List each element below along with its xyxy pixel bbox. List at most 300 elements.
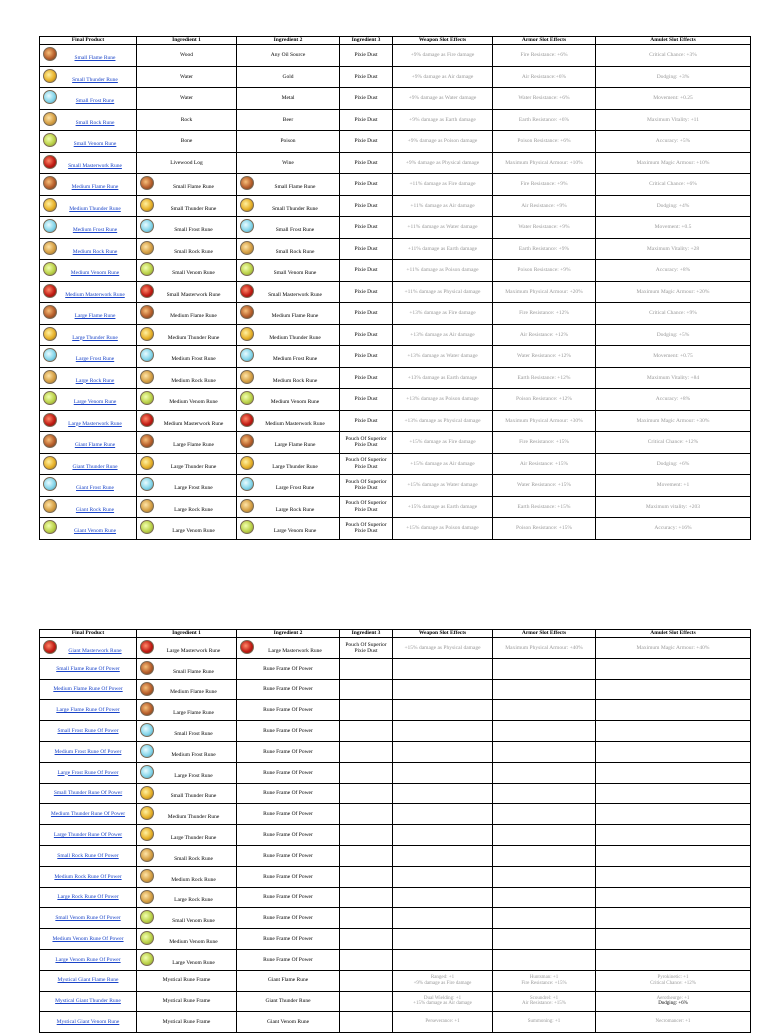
ingredient-3-cell-text: Pixie Dust <box>354 159 378 166</box>
armor-effect-cell-text: Poison Resistance: +12% <box>516 396 572 403</box>
ingredient-1-cell <box>137 518 237 540</box>
ingredient-1-cell <box>137 389 237 411</box>
armor-effect-cell-text: Earth Resistance: +9% <box>518 245 570 252</box>
final-product-cell-text[interactable]: Mystical Giant Thunder Rune <box>55 998 121 1005</box>
final-product-cell-text[interactable]: Large Flame Rune Of Power <box>56 707 120 714</box>
weapon-effect-cell <box>393 721 493 742</box>
ingredient-1-cell-text: Water <box>180 95 193 102</box>
ingredient-1-cell <box>137 887 237 908</box>
armor-effect-cell-line: Fire Resistance: +15% <box>521 980 567 986</box>
ingredient-1-cell-text: Large Rock Rune <box>174 506 213 513</box>
final-product-cell-text[interactable]: Large Venom Rune Of Power <box>55 956 121 963</box>
final-product-cell-text[interactable]: Medium Rock Rune <box>72 248 118 255</box>
rock-rune-icon <box>43 370 57 384</box>
ingredient-1-cell-text: Large Thunder Rune <box>170 834 217 841</box>
table-row <box>40 303 751 325</box>
ingredient-1-cell <box>137 453 237 475</box>
flame-rune-icon <box>240 434 254 448</box>
ingredient-3-cell <box>340 238 393 260</box>
ingredient-2-cell-text: Rune Frame Of Power <box>263 852 313 859</box>
amulet-effect-cell <box>596 281 751 303</box>
ingredient-2-cell-text: Medium Thunder Rune <box>269 334 321 341</box>
weapon-effect-cell-text: +11% damage as Earth damage <box>407 245 478 252</box>
armor-effect-cell <box>493 991 596 1012</box>
ingredient-1-cell-text: Small Thunder Rune <box>170 793 217 800</box>
flame-rune-icon <box>140 305 154 319</box>
master-rune-icon <box>240 640 254 654</box>
final-product-cell-text[interactable]: Large Frost Rune Of Power <box>57 769 119 776</box>
amulet-effect-cell-text: Maximum Magic Armour: +30% <box>636 417 710 424</box>
ingredient-1-cell <box>137 970 237 991</box>
venom-rune-icon <box>140 910 154 924</box>
final-product-cell-text[interactable]: Medium Frost Rune Of Power <box>54 748 122 755</box>
armor-effect-cell-text: Poison Resistance: +6% <box>517 138 571 145</box>
final-product-cell <box>40 152 137 174</box>
final-product-cell-text[interactable]: Small Thunder Rune Of Power <box>53 790 123 797</box>
amulet-effect-cell-text: Critical Chance: +12% <box>647 439 699 446</box>
amulet-effect-cell <box>596 638 751 659</box>
ingredient-3-cell <box>340 195 393 217</box>
thunder-rune-icon <box>140 327 154 341</box>
armor-effect-cell-text: Earth Resistance: +12% <box>517 374 571 381</box>
ingredient-3-cell <box>340 679 393 700</box>
amulet-effect-cell <box>596 195 751 217</box>
final-product-cell-text[interactable]: Medium Venom Rune Of Power <box>52 935 124 942</box>
column-header: Weapon Slot Effects <box>393 37 493 45</box>
ingredient-3-cell <box>340 45 393 67</box>
final-product-cell-text[interactable]: Small Rock Rune <box>75 119 115 126</box>
armor-effect-cell-text: Fire Resistance: +6% <box>520 52 568 59</box>
armor-effect-cell <box>493 45 596 67</box>
column-header: Ingredient 3 <box>340 37 393 45</box>
amulet-effect-cell-text: Movement: +0.75 <box>653 353 693 360</box>
amulet-effect-cell <box>596 949 751 970</box>
table-row <box>40 217 751 239</box>
final-product-cell <box>40 1012 137 1033</box>
ingredient-1-cell <box>137 45 237 67</box>
venom-rune-icon <box>43 391 57 405</box>
amulet-effect-cell <box>596 367 751 389</box>
ingredient-3-cell <box>340 783 393 804</box>
ingredient-1-cell-text: Medium Thunder Rune <box>167 334 220 341</box>
rock-rune-icon <box>140 499 154 513</box>
weapon-effect-cell-text: +13% damage as Poison damage <box>406 396 479 403</box>
final-product-cell-text[interactable]: Giant Thunder Rune <box>72 463 118 470</box>
column-header: Armor Slot Effects <box>493 37 596 45</box>
final-product-cell-text[interactable]: Large Thunder Rune <box>72 334 118 341</box>
ingredient-2-cell-text: Small Masterwork Rune <box>268 291 322 298</box>
final-product-cell-text[interactable]: Medium Masterwork Rune <box>65 291 125 298</box>
final-product-cell-text[interactable]: Small Flame Rune Of Power <box>56 665 120 672</box>
ingredient-2-cell <box>237 238 340 260</box>
table-row <box>40 741 751 762</box>
ingredient-2-cell <box>237 152 340 174</box>
frost-rune-icon <box>140 219 154 233</box>
amulet-effect-cell <box>596 260 751 282</box>
final-product-cell-text[interactable]: Small Frost Rune Of Power <box>57 727 119 734</box>
ingredient-2-cell <box>237 887 340 908</box>
ingredient-2-cell-text: Gold <box>282 73 294 80</box>
amulet-effect-cell-text: Maximum Vitality: +84 <box>646 374 700 381</box>
table-row <box>40 66 751 88</box>
amulet-effect-cell <box>596 991 751 1012</box>
final-product-cell <box>40 783 137 804</box>
ingredient-1-cell-text: Large Rock Rune <box>174 897 213 904</box>
ingredient-2-cell <box>237 804 340 825</box>
final-product-cell-text[interactable]: Small Rock Rune Of Power <box>57 852 119 859</box>
final-product-cell <box>40 804 137 825</box>
table-row <box>40 991 751 1012</box>
table-row <box>40 804 751 825</box>
ingredient-2-cell <box>237 260 340 282</box>
amulet-effect-cell-text: Movement: +1 <box>656 482 690 489</box>
weapon-effect-cell <box>393 700 493 721</box>
ingredient-1-cell-text: Medium Venom Rune <box>169 938 218 945</box>
ingredient-3-cell <box>340 1012 393 1033</box>
weapon-effect-cell-text: +9% damage as Fire damage <box>410 52 475 59</box>
weapon-effect-cell <box>393 238 493 260</box>
ingredient-1-cell <box>137 66 237 88</box>
final-product-cell-text[interactable]: Medium Rock Rune Of Power <box>54 873 122 880</box>
frost-rune-icon <box>140 765 154 779</box>
final-product-cell-text[interactable]: Small Masterwork Rune <box>68 162 122 169</box>
final-product-cell-text[interactable]: Large Flame Rune <box>74 313 116 320</box>
thunder-rune-icon <box>140 786 154 800</box>
final-product-cell-text[interactable]: Small Thunder Rune <box>72 76 118 83</box>
weapon-effect-cell-line: Dual Wielding: +1 <box>423 995 462 1001</box>
ingredient-1-cell <box>137 804 237 825</box>
ingredient-1-cell <box>137 88 237 110</box>
rock-rune-icon <box>43 499 57 513</box>
final-product-cell <box>40 217 137 239</box>
rock-rune-icon <box>240 241 254 255</box>
weapon-effect-cell-text: +9% damage as Earth damage <box>409 116 476 123</box>
ingredient-2-cell-text: Large Frost Rune <box>275 485 315 492</box>
ingredient-2-cell-text: Rune Frame Of Power <box>263 831 313 838</box>
armor-effect-cell-text: Fire Resistance: +12% <box>519 310 569 317</box>
final-product-cell-text[interactable]: Giant Rock Rune <box>75 506 115 513</box>
amulet-effect-cell-text: Accuracy: +8% <box>655 396 691 403</box>
table-row <box>40 346 751 368</box>
final-product-cell-text[interactable]: Small Flame Rune <box>74 55 116 62</box>
armor-effect-cell <box>493 949 596 970</box>
amulet-effect-cell <box>596 131 751 153</box>
final-product-cell <box>40 174 137 196</box>
final-product-cell-text[interactable]: Giant Flame Rune <box>74 442 116 449</box>
ingredient-2-cell-text: Rune Frame Of Power <box>263 707 313 714</box>
final-product-cell-text[interactable]: Medium Flame Rune Of Power <box>53 686 123 693</box>
venom-rune-icon <box>43 262 57 276</box>
ingredient-1-cell <box>137 949 237 970</box>
armor-effect-cell-line: Summoning: +1 <box>527 1019 561 1025</box>
table-body <box>40 638 751 1033</box>
armor-effect-cell <box>493 845 596 866</box>
ingredient-2-cell <box>237 475 340 497</box>
ingredient-3-cell <box>340 970 393 991</box>
table-row <box>40 195 751 217</box>
amulet-effect-cell-text: Maximum Magic Armour: +20% <box>636 288 710 295</box>
ingredient-1-cell-text: Mystical Rune Frame <box>162 998 211 1005</box>
amulet-effect-cell-text: Maximum Vitality: +11 <box>647 116 699 123</box>
final-product-cell-text[interactable]: Medium Thunder Rune Of Power <box>50 811 126 818</box>
weapon-effect-cell <box>393 762 493 783</box>
ingredient-2-cell <box>237 845 340 866</box>
amulet-effect-cell-text: Critical Chance: +9% <box>649 310 697 317</box>
column-header: Ingredient 2 <box>237 630 340 638</box>
table-row <box>40 174 751 196</box>
amulet-effect-cell-text: Dodging: +3% <box>656 73 690 80</box>
amulet-effect-cell <box>596 721 751 742</box>
ingredient-1-cell-text: Mystical Rune Frame <box>162 977 211 984</box>
table-row <box>40 475 751 497</box>
armor-effect-cell-text: Water Resistance: +15% <box>517 482 571 489</box>
master-rune-icon <box>140 413 154 427</box>
table-row <box>40 762 751 783</box>
weapon-effect-cell-text: +9% damage as Poison damage <box>407 138 478 145</box>
weapon-effect-cell <box>393 389 493 411</box>
final-product-cell-text[interactable]: Large Rock Rune <box>75 377 115 384</box>
ingredient-2-cell-text: Rune Frame Of Power <box>263 935 313 942</box>
final-product-cell <box>40 131 137 153</box>
ingredient-3-cell <box>340 324 393 346</box>
weapon-effect-cell <box>393 88 493 110</box>
flame-rune-icon <box>140 682 154 696</box>
final-product-cell <box>40 324 137 346</box>
weapon-effect-cell <box>393 66 493 88</box>
ingredient-1-cell-text: Medium Flame Rune <box>170 689 217 696</box>
ingredient-1-cell <box>137 410 237 432</box>
ingredient-1-cell <box>137 741 237 762</box>
rock-rune-icon <box>43 112 57 126</box>
ingredient-2-cell <box>237 109 340 131</box>
final-product-cell-text[interactable]: Mystical Giant Flame Rune <box>57 977 119 984</box>
armor-effect-cell-text: Maximum Physical Armour: +20% <box>505 288 583 295</box>
weapon-effect-cell <box>393 658 493 679</box>
ingredient-2-cell-text: Any Oil Source <box>270 52 306 59</box>
table-row <box>40 238 751 260</box>
table-row <box>40 109 751 131</box>
table-row <box>40 887 751 908</box>
amulet-effect-cell-text: Movement: +0.25 <box>653 95 693 102</box>
armor-effect-cell-text: Water Resistance: +6% <box>518 95 570 102</box>
ingredient-1-cell-text: Water <box>180 73 193 80</box>
final-product-cell-text[interactable]: Small Frost Rune <box>75 98 115 105</box>
amulet-effect-cell <box>596 303 751 325</box>
weapon-effect-cell-text: +11% damage as Air damage <box>410 202 475 209</box>
frost-rune-icon <box>43 348 57 362</box>
master-rune-icon <box>140 284 154 298</box>
weapon-effect-cell <box>393 324 493 346</box>
flame-rune-icon <box>140 434 154 448</box>
ingredient-3-cell <box>340 741 393 762</box>
table-row <box>40 845 751 866</box>
column-header: Final Product <box>40 630 137 638</box>
final-product-cell-text[interactable]: Large Frost Rune <box>75 356 115 363</box>
armor-effect-cell <box>493 638 596 659</box>
table-row <box>40 721 751 742</box>
weapon-effect-cell-text: +13% damage as Fire damage <box>409 310 476 317</box>
ingredient-2-cell <box>237 367 340 389</box>
ingredient-3-cell-text: Pixie Dust <box>354 116 378 123</box>
weapon-effect-cell-text: +15% damage as Water damage <box>407 482 478 489</box>
armor-effect-cell-text: Maximum Physical Armour: +40% <box>505 644 583 651</box>
ingredient-3-cell-text: Pixie Dust <box>354 353 378 360</box>
weapon-effect-cell-line: +9% damage as Fire damage <box>413 980 472 986</box>
table-row <box>40 367 751 389</box>
armor-effect-cell-line: Scoundrel: +1 <box>529 995 559 1001</box>
ingredient-3-cell-text: Pixie Dust <box>354 267 378 274</box>
ingredient-1-cell <box>137 303 237 325</box>
venom-rune-icon <box>140 952 154 966</box>
ingredient-1-cell-text: Livewood Log <box>170 159 203 166</box>
ingredient-2-cell-text: Rune Frame Of Power <box>263 915 313 922</box>
final-product-cell <box>40 679 137 700</box>
ingredient-1-cell-text: Small Frost Rune <box>174 730 213 737</box>
thunder-rune-icon <box>240 456 254 470</box>
master-rune-icon <box>43 284 57 298</box>
final-product-cell-text[interactable]: Mystical Giant Venom Rune <box>56 1019 120 1026</box>
amulet-effect-cell <box>596 700 751 721</box>
flame-rune-icon <box>43 305 57 319</box>
ingredient-3-cell-text: Pouch Of Superior Pixie Dust <box>345 641 387 654</box>
armor-effect-cell <box>493 174 596 196</box>
amulet-effect-cell-text: Dodging: +6% <box>656 460 690 467</box>
ingredient-1-cell <box>137 679 237 700</box>
final-product-cell-text[interactable]: Giant Venom Rune <box>73 528 117 535</box>
weapon-effect-cell <box>393 195 493 217</box>
final-product-cell-text[interactable]: Medium Frost Rune <box>72 227 118 234</box>
ingredient-3-cell <box>340 762 393 783</box>
column-header: Amulet Slot Effects <box>596 37 751 45</box>
final-product-cell-text[interactable]: Small Venom Rune <box>73 141 117 148</box>
amulet-effect-cell <box>596 238 751 260</box>
weapon-effect-cell <box>393 741 493 762</box>
amulet-effect-cell <box>596 762 751 783</box>
amulet-effect-cell <box>596 825 751 846</box>
ingredient-3-cell <box>340 908 393 929</box>
amulet-effect-cell <box>596 152 751 174</box>
ingredient-2-cell <box>237 741 340 762</box>
amulet-effect-cell <box>596 518 751 540</box>
final-product-cell-text[interactable]: Giant Masterwork Rune <box>68 647 122 654</box>
weapon-effect-cell-text: +9% damage as Water damage <box>408 95 477 102</box>
ingredient-3-cell-text: Pixie Dust <box>354 288 378 295</box>
ingredient-2-cell <box>237 432 340 454</box>
rock-rune-icon <box>240 499 254 513</box>
flame-rune-icon <box>43 47 57 61</box>
venom-rune-icon <box>240 520 254 534</box>
ingredient-1-cell-text: Medium Flame Rune <box>170 313 217 320</box>
armor-effect-cell <box>493 109 596 131</box>
weapon-effect-cell <box>393 346 493 368</box>
final-product-cell-text[interactable]: Large Venom Rune <box>73 399 117 406</box>
ingredient-1-cell-text: Large Frost Rune <box>174 772 213 779</box>
venom-rune-icon <box>140 520 154 534</box>
amulet-effect-cell-line: Critical Chance: +12% <box>650 980 696 986</box>
ingredient-2-cell-text: Small Thunder Rune <box>272 205 318 212</box>
final-product-cell-text[interactable]: Small Venom Rune Of Power <box>55 915 121 922</box>
final-product-cell <box>40 238 137 260</box>
weapon-effect-cell-line: Ranged: +1 <box>430 975 455 981</box>
armor-effect-cell <box>493 131 596 153</box>
final-product-cell-text[interactable]: Medium Thunder Rune <box>69 205 121 212</box>
armor-effect-cell <box>493 66 596 88</box>
ingredient-3-cell <box>340 432 393 454</box>
armor-effect-cell-text: Fire Resistance: +15% <box>519 439 569 446</box>
amulet-effect-cell <box>596 1012 751 1033</box>
ingredient-3-cell-text: Pouch Of Superior Pixie Dust <box>345 500 387 513</box>
table-row <box>40 453 751 475</box>
ingredient-1-cell-text: Small Rock Rune <box>174 855 213 862</box>
ingredient-3-cell-text: Pixie Dust <box>354 417 378 424</box>
weapon-effect-cell <box>393 45 493 67</box>
ingredient-1-cell <box>137 152 237 174</box>
ingredient-3-cell <box>340 410 393 432</box>
table-row <box>40 260 751 282</box>
final-product-cell-text[interactable]: Large Thunder Rune Of Power <box>53 831 123 838</box>
ingredient-2-cell-text: Rune Frame Of Power <box>263 665 313 672</box>
amulet-effect-cell-line: Dodging: +6% <box>658 1001 688 1007</box>
thunder-rune-icon <box>43 198 57 212</box>
final-product-cell <box>40 825 137 846</box>
ingredient-3-cell <box>340 475 393 497</box>
final-product-cell-text[interactable]: Medium Flame Rune <box>71 184 119 191</box>
weapon-effect-cell <box>393 804 493 825</box>
final-product-cell-text[interactable]: Large Rock Rune Of Power <box>57 894 119 901</box>
final-product-cell-text[interactable]: Giant Frost Rune <box>76 485 114 492</box>
final-product-cell-text[interactable]: Large Masterwork Rune <box>68 420 122 427</box>
ingredient-3-cell <box>340 866 393 887</box>
armor-effect-cell <box>493 324 596 346</box>
amulet-effect-cell-text: Maximum Vitality: +28 <box>646 245 700 252</box>
frost-rune-icon <box>140 348 154 362</box>
armor-effect-cell <box>493 1012 596 1033</box>
ingredient-3-cell <box>340 700 393 721</box>
venom-rune-icon <box>140 262 154 276</box>
table-row <box>40 949 751 970</box>
ingredient-2-cell-text: Small Rock Rune <box>275 248 315 255</box>
table-row <box>40 783 751 804</box>
ingredient-3-cell <box>340 518 393 540</box>
amulet-effect-cell-text: Dodging: +4% <box>656 202 690 209</box>
final-product-cell <box>40 991 137 1012</box>
ingredient-2-cell <box>237 410 340 432</box>
armor-effect-cell-text: Water Resistance: +9% <box>518 224 570 231</box>
table-row <box>40 281 751 303</box>
ingredient-1-cell <box>137 721 237 742</box>
ingredient-2-cell-text: Rune Frame Of Power <box>263 873 313 880</box>
weapon-effect-cell <box>393 1012 493 1033</box>
final-product-cell-text[interactable]: Medium Venom Rune <box>70 270 120 277</box>
ingredient-2-cell-text: Metal <box>281 95 295 102</box>
column-header: Weapon Slot Effects <box>393 630 493 638</box>
ingredient-1-cell <box>137 825 237 846</box>
column-header: Ingredient 3 <box>340 630 393 638</box>
armor-effect-cell <box>493 825 596 846</box>
armor-effect-cell <box>493 783 596 804</box>
armor-effect-cell-text: Poison Resistance: +9% <box>517 267 571 274</box>
ingredient-3-cell-text: Pixie Dust <box>354 245 378 252</box>
ingredient-1-cell-text: Small Frost Rune <box>174 227 213 234</box>
armor-effect-cell <box>493 88 596 110</box>
armor-effect-cell-line: Air Resistance: +15% <box>522 1001 566 1007</box>
amulet-effect-cell <box>596 410 751 432</box>
venom-rune-icon <box>240 262 254 276</box>
ingredient-2-cell-text: Small Venom Rune <box>273 270 317 277</box>
final-product-cell <box>40 410 137 432</box>
weapon-effect-cell-text: +15% damage as Poison damage <box>406 525 479 532</box>
final-product-cell <box>40 700 137 721</box>
